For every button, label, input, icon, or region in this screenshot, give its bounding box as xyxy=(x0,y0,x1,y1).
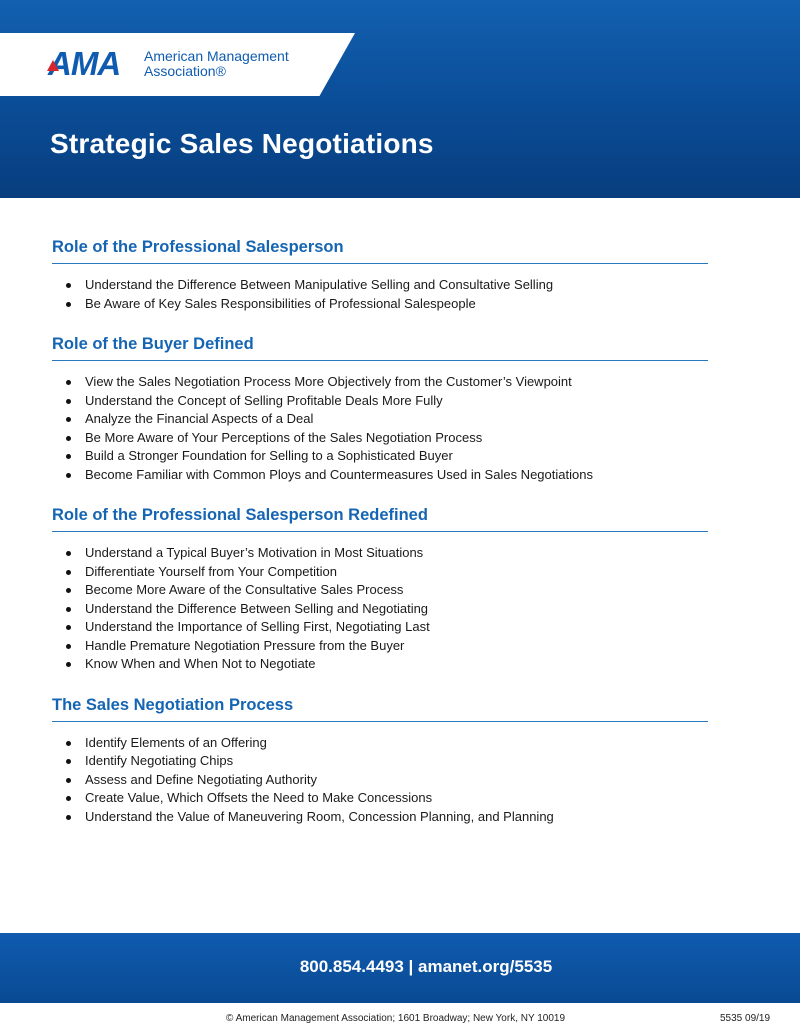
list-item: Understand the Concept of Selling Profitable Deals More Fully xyxy=(52,392,708,411)
bullet-list xyxy=(52,544,708,674)
header-banner xyxy=(0,0,800,198)
list-item: Understand the Difference Between Selling and Negotiating xyxy=(52,600,708,619)
section-role-of-buyer-defined xyxy=(52,335,708,484)
list-item: Create Value, Which Offsets the Need to Make Concessions xyxy=(52,789,708,808)
list-item: Understand the Difference Between Manipulative Selling and Consultative Selling xyxy=(52,276,708,295)
list-item: Handle Premature Negotiation Pressure from the Buyer xyxy=(52,637,708,656)
org-name-line1: American Management xyxy=(144,48,289,64)
bullet-list xyxy=(52,373,708,484)
list-item: Understand the Importance of Selling First, Negotiating Last xyxy=(52,618,708,637)
section-role-of-professional-salesperson xyxy=(52,238,708,313)
list-item: Assess and Define Negotiating Authority xyxy=(52,771,708,790)
list-item: Identify Negotiating Chips xyxy=(52,752,708,771)
logo-accent-icon xyxy=(47,60,59,71)
bullet-list xyxy=(52,276,708,313)
section-heading: Role of the Professional Salesperson Redefined xyxy=(52,506,708,532)
list-item: Become More Aware of the Consultative Sales Process xyxy=(52,581,708,600)
footer-contact: 800.854.4493 | amanet.org/5535 xyxy=(299,957,553,976)
list-item: Build a Stronger Foundation for Selling to a Sophisticated Buyer xyxy=(52,447,708,466)
bullet-list xyxy=(52,734,708,827)
section-role-redefined xyxy=(52,506,708,674)
org-name-line2: Association® xyxy=(144,63,226,79)
list-item: Be More Aware of Your Perceptions of the Sales Negotiation Process xyxy=(52,429,708,448)
section-heading: The Sales Negotiation Process xyxy=(52,696,708,722)
page-title: Strategic Sales Negotiations xyxy=(50,128,434,159)
list-item: Identify Elements of an Offering xyxy=(52,734,708,753)
list-item: Understand the Value of Maneuvering Room, Concession Planning, and Planning xyxy=(52,808,708,827)
list-item: Understand a Typical Buyer’s Motivation in Most Situations xyxy=(52,544,708,563)
section-sales-negotiation-process xyxy=(52,696,708,827)
section-heading: Role of the Buyer Defined xyxy=(52,335,708,361)
document-code: 5535 09/19 xyxy=(720,1013,771,1024)
section-heading: Role of the Professional Salesperson xyxy=(52,238,708,264)
org-name xyxy=(144,49,289,79)
list-item: Be Aware of Key Sales Responsibilities of Professional Salespeople xyxy=(52,295,708,314)
list-item: Analyze the Financial Aspects of a Deal xyxy=(52,410,708,429)
list-item: Become Familiar with Common Ploys and Countermeasures Used in Sales Negotiations xyxy=(52,466,708,485)
ama-logo: AMA xyxy=(48,45,121,82)
list-item: Differentiate Yourself from Your Competition xyxy=(52,563,708,582)
list-item: Know When and When Not to Negotiate xyxy=(52,655,708,674)
copyright-text: © American Management Association; 1601 Broadway; New York, NY 10019 xyxy=(226,1013,566,1024)
list-item: View the Sales Negotiation Process More Objectively from the Customer’s Viewpoint xyxy=(52,373,708,392)
content xyxy=(52,238,708,848)
